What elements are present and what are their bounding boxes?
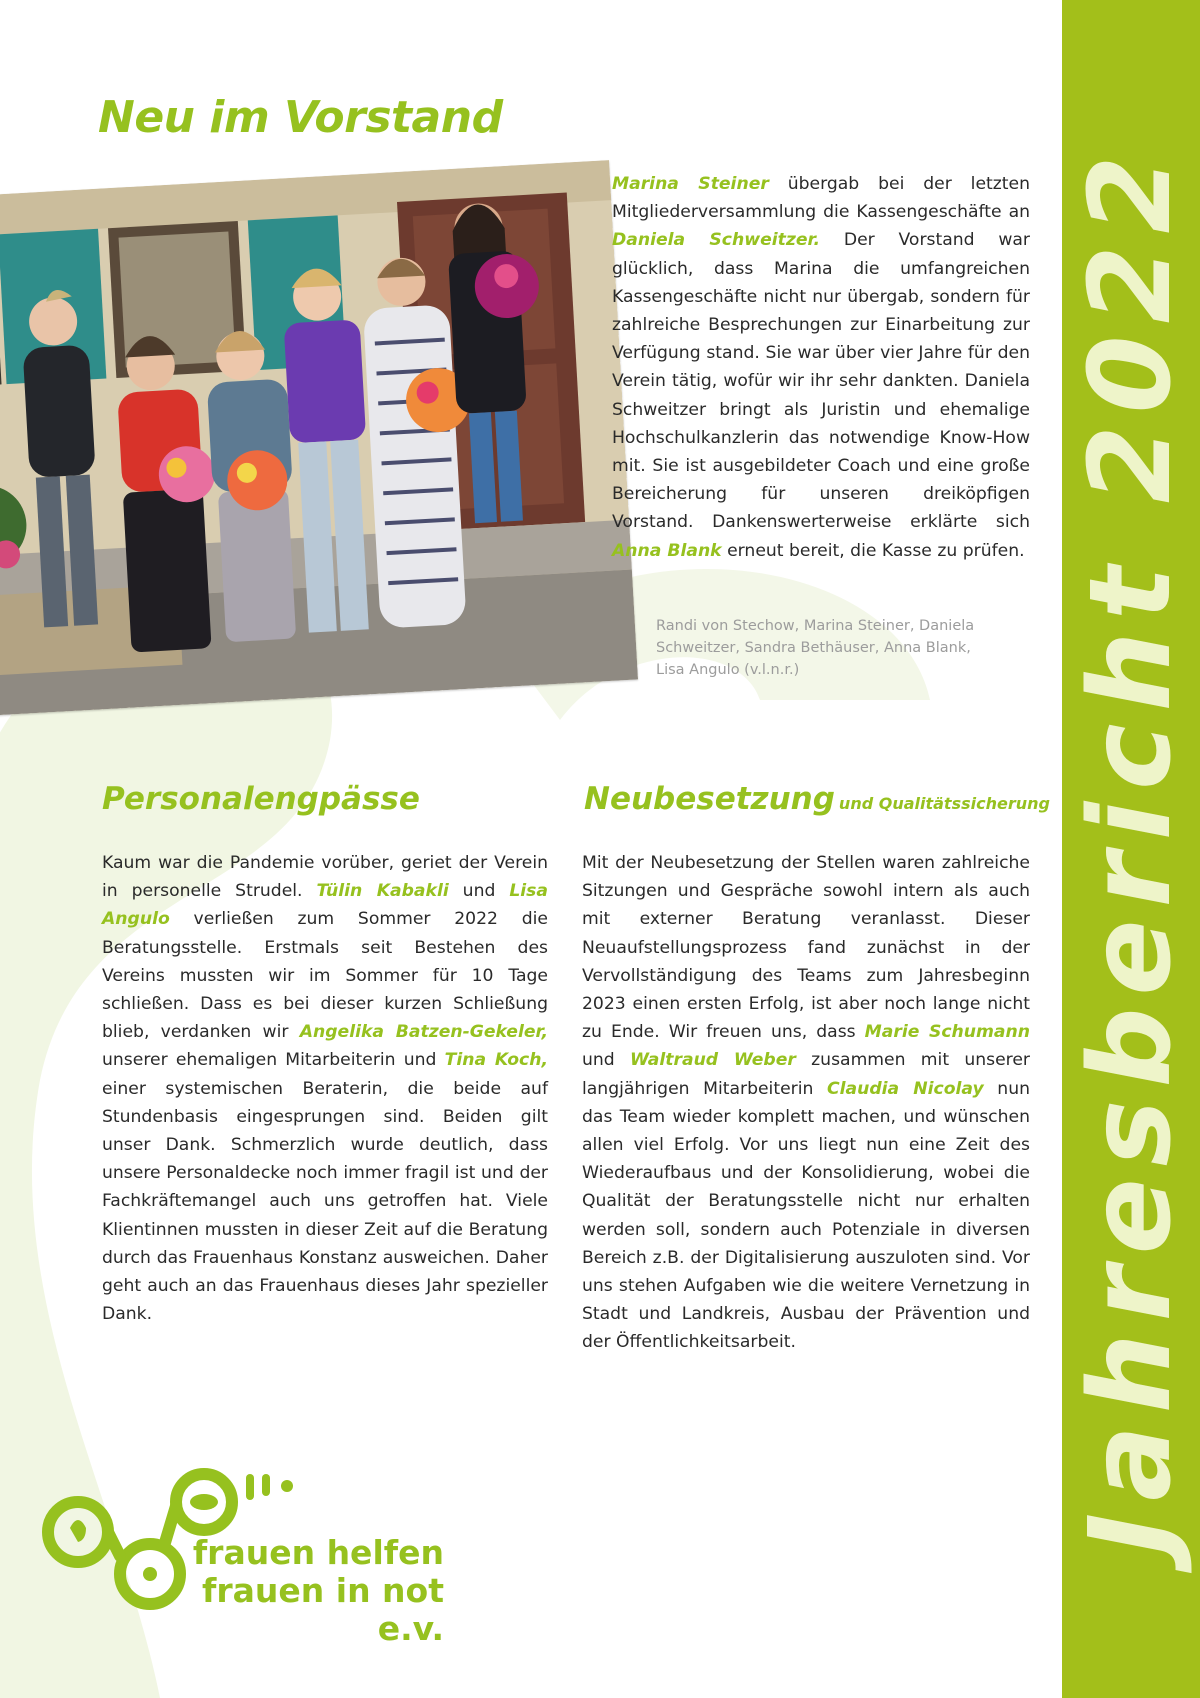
text-run: erneut bereit, die Kasse zu prüfen. bbox=[721, 540, 1025, 561]
section-heading-neubesetzung bbox=[584, 781, 1050, 817]
text-run: Mit der Neubesetzung der Stellen waren zahlreiche Sitzungen und Gespräche sowohl intern als auch mit externer Beratung veranlasst. Dieser Neuaufstellungsprozess fand zunächst in der Vervollständigung des Teams zum Jahresbeginn 2023 einen ersten Erfolg, ist aber noch lange nicht zu Ende. Wir freuen uns, dass bbox=[582, 853, 1030, 1043]
text-run: und bbox=[448, 881, 510, 902]
text-run: nun das Team wieder komplett machen, und wünschen allen viel Erfolg. Vor uns liegt nun eine Zeit des Wiederaufbaus und der Konsolidierung, wobei die Qualität der Beratungsstelle nicht nur erhalten werden soll, sondern auch Potenziale in diversen Bereich z.B. der Digitalisierung auszuloten sind. Vor uns stehen Aufgaben wie die weitere Vernetzung in Stadt und Landkreis, Ausbau der Prävention und der Öffentlichkeitsarbeit. bbox=[582, 1078, 1030, 1353]
name-highlight: Claudia Nicolay bbox=[827, 1078, 984, 1099]
neubesetzung-text bbox=[582, 849, 1030, 1357]
ear-icon bbox=[70, 1520, 86, 1542]
text-run: Kaum war die Pandemie vorüber, geriet der Verein in personelle Strudel. bbox=[102, 853, 548, 902]
name-highlight: Tülin Kabakli bbox=[316, 881, 449, 902]
lips-icon bbox=[190, 1494, 218, 1510]
heading-sub: und Qualitätssicherung bbox=[838, 794, 1050, 813]
vorstand-intro-text bbox=[612, 170, 1030, 565]
text-run: und bbox=[582, 1050, 630, 1071]
name-highlight: Angelika Batzen-Gekeler, bbox=[299, 1022, 548, 1043]
sidebar-title: Jahresbericht 2022 bbox=[1066, 143, 1196, 1555]
name-highlight: Waltraud Weber bbox=[630, 1050, 796, 1071]
heading-main: Neubesetzung bbox=[584, 781, 835, 817]
logo-line1: frauen helfen bbox=[192, 1533, 444, 1572]
name-highlight: Lisa Angulo bbox=[102, 881, 548, 930]
text-run: einer systemischen Beraterin, die beide auf Stundenbasis eingesprungen sind. Beiden gilt unser Dank. Schmerzlich wurde deutlich, dass unsere Personaldecke noch immer fragil ist und der Fachkräftemangel auch uns getroffen hat. Viele Klientinnen mussten in dieser Zeit auf die Beratung durch das Frauenhaus Konstanz ausweichen. Daher geht auch an das Frauenhaus dieses Jahr spezieller Dank. bbox=[102, 1078, 548, 1325]
group-photo bbox=[0, 160, 638, 716]
text-run: übergab bei der letzten Mitgliederversammlung die Kassengeschäfte an bbox=[612, 174, 1030, 223]
name-highlight: Tina Koch, bbox=[444, 1050, 548, 1071]
name-highlight: Anna Blank bbox=[612, 540, 722, 561]
personalengpaesse-text bbox=[102, 849, 548, 1328]
logo-line2: frauen in not e.v. bbox=[202, 1571, 444, 1648]
section-heading-personalengpaesse: Personalengpässe bbox=[102, 781, 420, 817]
text-run: verließen zum Sommer 2022 die Beratungsstelle. Erstmals seit Bestehen des Vereins mussten wir im Sommer für 10 Tage schließen. Dass es bei dieser kurzen Schließung blieb, verdanken wir bbox=[102, 909, 548, 1043]
eye-icon bbox=[143, 1567, 157, 1581]
text-run: unserer ehemaligen Mitarbeiterin und bbox=[102, 1050, 445, 1071]
name-highlight: Marina Steiner bbox=[612, 174, 769, 194]
name-highlight: Marie Schumann bbox=[864, 1022, 1030, 1043]
text-run: Der Vorstand war glücklich, dass Marina die umfangreichen Kassengeschäfte nicht nur übergab, sondern für zahlreiche Besprechungen zur Einarbeitung zur Verfügung stand. Sie war über vier Jahre für den Verein tätig, wofür wir ihr sehr dankten. Daniela Schweitzer bringt als Juristin und ehemalige Hochschulkanzlerin das notwendige Know-How mit. Sie ist ausgebildeter Coach und eine große Bereicherung für unseren dreiköpfigen Vorstand. Dankenswerterweise erklärte sich bbox=[612, 230, 1030, 533]
photo-caption: Randi von Stechow, Marina Steiner, Daniela Schweitzer, Sandra Bethäuser, Anna Blank, Lisa Angulo (v.l.n.r.) bbox=[656, 618, 975, 678]
text-run: zusammen mit unserer langjährigen Mitarbeiterin bbox=[582, 1050, 1030, 1099]
name-highlight: Daniela Schweitzer. bbox=[612, 230, 821, 251]
section-heading-vorstand: Neu im Vorstand bbox=[98, 92, 503, 143]
logo-text bbox=[186, 1534, 444, 1648]
